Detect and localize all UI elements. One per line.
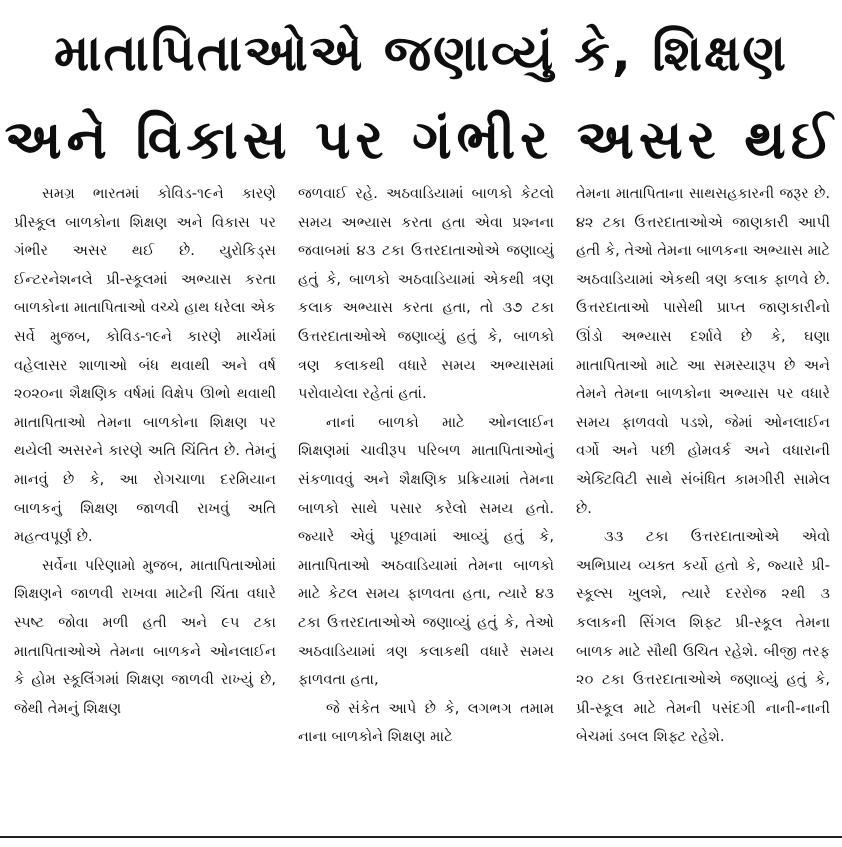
paragraph: જે સંકેત આપે છે કે, લગભગ તમામ નાના બાળકોને શિક્ષણ માટે: [298, 699, 554, 746]
article-column-2: [298, 180, 554, 840]
paragraph: ૩૩ ટકા ઉત્તરદાતાઓએ એવો અભિપ્રાય વ્યક્ત કર્યો હતો કે, જ્યારે પ્રી-સ્કૂલ્સ ખુલશે, ત્યારે દરરોજ ૨થી ૩ કલાકની સિંગલ શિફ્ટ પ્રી-સ્કૂલ તેમના બાળક માટે સૌથી ઉચિત રહેશે. બીજી તરફ ૨૦ ટકા ઉત્તરદાતાઓએ જણાવ્યું હતું કે, પ્રી-સ્કૂલ માટે તેમની પસંદગી નાની-નાની બેચમાં ડબલ શિફ્ટ રહેશે.: [576, 528, 830, 746]
paragraph: નાનાં બાળકો માટે ઓનલાઈન શિક્ષણમાં ચાવીરૂપ પરિબળ માતાપિતાઓનું સંકળાવવું અને શૈક્ષણિક પ્રક્રિયામાં તેમના બાળકો સાથે પસાર કરેલો સમય હતો. જ્યારે એવું પૂછવામાં આવ્યું હતું કે, માતાપિતાઓ અઠવાડિયામાં તેમના બાળકો માટે કેટલ સમય ફાળવતા હતા, ત્યારે ૪૩ ટકા ઉત્તરદાતાઓએ જણાવ્યું હતું કે, તેઓ અઠવાડિયામાં ત્રણ કલાકથી વધારે સમય ફાળવતા હતા,: [298, 413, 554, 689]
paragraph: સમગ્ર ભારતમાં કોવિડ-૧૯ને કારણે પ્રીસ્કૂલ બાળકોના શિક્ષણ અને વિકાસ પર ગંભીર અસર થઈ છે. યુરોકિડ્સ ઈન્ટરનેશનલે પ્રી-સ્કૂલમાં અભ્યાસ કરતા બાળકોના માતાપિતાઓ વચ્ચે હાથ ધરેલા એક સર્વે મુજબ, કોવિડ-૧૯ને કારણે માર્ચમાં વહેલાસર શાળાઓ બંધ થવાથી અને વર્ષ ૨૦૨૦ના શૈક્ષણિક વર્ષમાં વિક્ષેપ ઊભો થવાથી માતાપિતાઓ તેમના બાળકોના શિક્ષણ પર થયેલી અસરને કારણે અતિ ચિંતિત છે. તેમનું માનવું છે કે, આ રોગચાળા દરમિયાન બાળકનું શિક્ષણ જાળવી રાખવું અતિ મહત્વપૂર્ણ છે.: [14, 185, 276, 546]
paragraph: જળવાઈ રહે. અઠવાડિયામાં બાળકો કેટલો સમય અભ્યાસ કરતા હતા એવા પ્રશ્નના જવાબમાં ૪૩ ટકા ઉત્તરદાતાઓએ જણાવ્યું હતું કે, બાળકો અઠવાડિયામાં એકથી ત્રણ કલાક અભ્યાસ કરતા હતા, તો ૩૭ ટકા ઉત્તરદાતાઓએ જણાવ્યું હતું કે, બાળકો ત્રણ કલાકથી વધારે સમય અભ્યાસમાં પરોવાયેલા રહેતાં હતાં.: [298, 185, 554, 403]
article-column-1: [14, 180, 276, 840]
paragraph: સર્વેના પરિણામો મુજબ, માતાપિતાઓમાં શિક્ષણને જાળવી રાખવા માટેની ચિંતા વધારે સ્પષ્ટ જોવા મળી હતી અને ૯૫ ટકા માતાપિતાઓએ તેમના બાળકને ઓનલાઈન કે હોમ સ્કૂલિંગમાં શિક્ષણ જાળવી રાખ્યું છે, જેથી તેમનું શિક્ષણ: [14, 556, 276, 717]
headline-line-1: માતાપિતાઓએ જણાવ્યું કે, શિક્ષણ: [53, 24, 788, 82]
article-columns: [0, 180, 842, 840]
article-column-3: [576, 180, 830, 840]
paragraph: તેમના માતાપિતાના સાથસહકારની જરૂર છે. ૪૨ ટકા ઉત્તરદાતાઓએ જાણકારી આપી હતી કે, તેઓ તેમના બાળકના અભ્યાસ માટે અઠવાડિયામાં એકથી ત્રણ કલાક ફાળવે છે. ઉત્તરદાતાઓ પાસેથી પ્રાપ્ત જાણકારીનો ઊંડો અભ્યાસ દર્શાવે છે કે, ઘણા માતાપિતાઓ માટે આ સમસ્યારૂપ છે અને તેમને તેમના બાળકોના અભ્યાસ પર વધારે સમય ફાળવવો પડશે, જેમાં ઓનલાઈન વર્ગો અને પછી હોમવર્ક અને વધારાની એક્ટિવિટી સાથે સંબંધિત કામગીરી સામેલ છે.: [576, 185, 830, 517]
headline-line-2: અને વિકાસ પર ગંભીર અસર થઈ: [4, 108, 838, 171]
bottom-rule: [0, 836, 842, 838]
